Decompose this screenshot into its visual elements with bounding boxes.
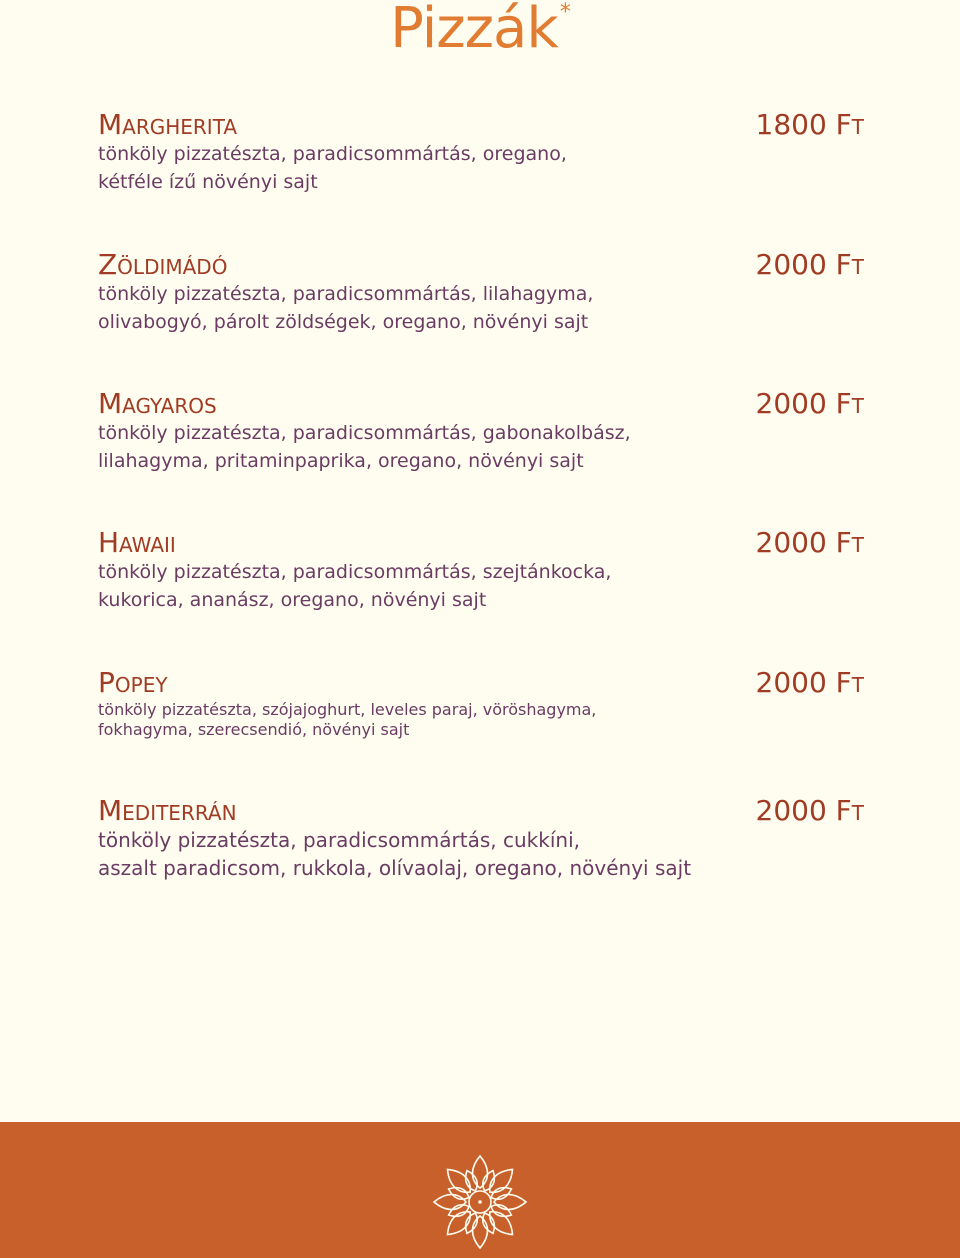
- item-name: Magyaros: [98, 387, 217, 420]
- item-name: Margherita: [98, 108, 238, 141]
- item-price: 1800 Ft: [755, 108, 864, 141]
- item-price: 2000 Ft: [755, 794, 864, 827]
- item-price: 2000 Ft: [755, 387, 864, 420]
- menu-item-hawaii: [98, 528, 864, 614]
- item-name: Zöldimádó: [98, 248, 228, 281]
- item-description-line: aszalt paradicsom, rukkola, olívaolaj, oregano, növényi sajt: [98, 856, 692, 880]
- item-description-line: tönköly pizzatészta, paradicsommártás, gabonakolbász,: [98, 422, 631, 444]
- item-description-line: tönköly pizzatészta, paradicsommártás, oregano,: [98, 143, 567, 165]
- mandala-flower-icon: [430, 1152, 530, 1252]
- menu-item-margherita: [98, 110, 864, 196]
- footer-band: [0, 1122, 960, 1258]
- menu-item-mediterran: [98, 796, 864, 882]
- menu-item-magyaros: [98, 389, 864, 475]
- item-name: Mediterrán: [98, 794, 237, 827]
- item-description-line: kétféle ízű növényi sajt: [98, 171, 318, 193]
- item-description-line: tönköly pizzatészta, paradicsommártás, szejtánkocka,: [98, 561, 612, 583]
- item-price: 2000 Ft: [755, 248, 864, 281]
- item-name: Hawaii: [98, 526, 176, 559]
- item-description-line: olivabogyó, párolt zöldségek, oregano, növényi sajt: [98, 311, 589, 333]
- item-description-line: tönköly pizzatészta, paradicsommártás, lilahagyma,: [98, 283, 594, 305]
- item-price: 2000 Ft: [755, 526, 864, 559]
- item-description-line: tönköly pizzatészta, szójajoghurt, leveles paraj, vöröshagyma,: [98, 700, 597, 719]
- item-description-line: tönköly pizzatészta, paradicsommártás, cukkíni,: [98, 828, 580, 852]
- item-name: Popey: [98, 666, 168, 699]
- menu-item-zoldimado: [98, 250, 864, 336]
- item-description-line: lilahagyma, pritaminpaprika, oregano, növényi sajt: [98, 450, 584, 472]
- title-asterisk: *: [559, 0, 570, 25]
- page-title: [0, 0, 960, 61]
- item-description-line: fokhagyma, szerecsendió, növényi sajt: [98, 720, 410, 739]
- item-description-line: kukorica, ananász, oregano, növényi sajt: [98, 589, 487, 611]
- item-price: 2000 Ft: [755, 666, 864, 699]
- page-title-text: Pizzák: [390, 0, 558, 61]
- menu-item-popey: [98, 668, 864, 740]
